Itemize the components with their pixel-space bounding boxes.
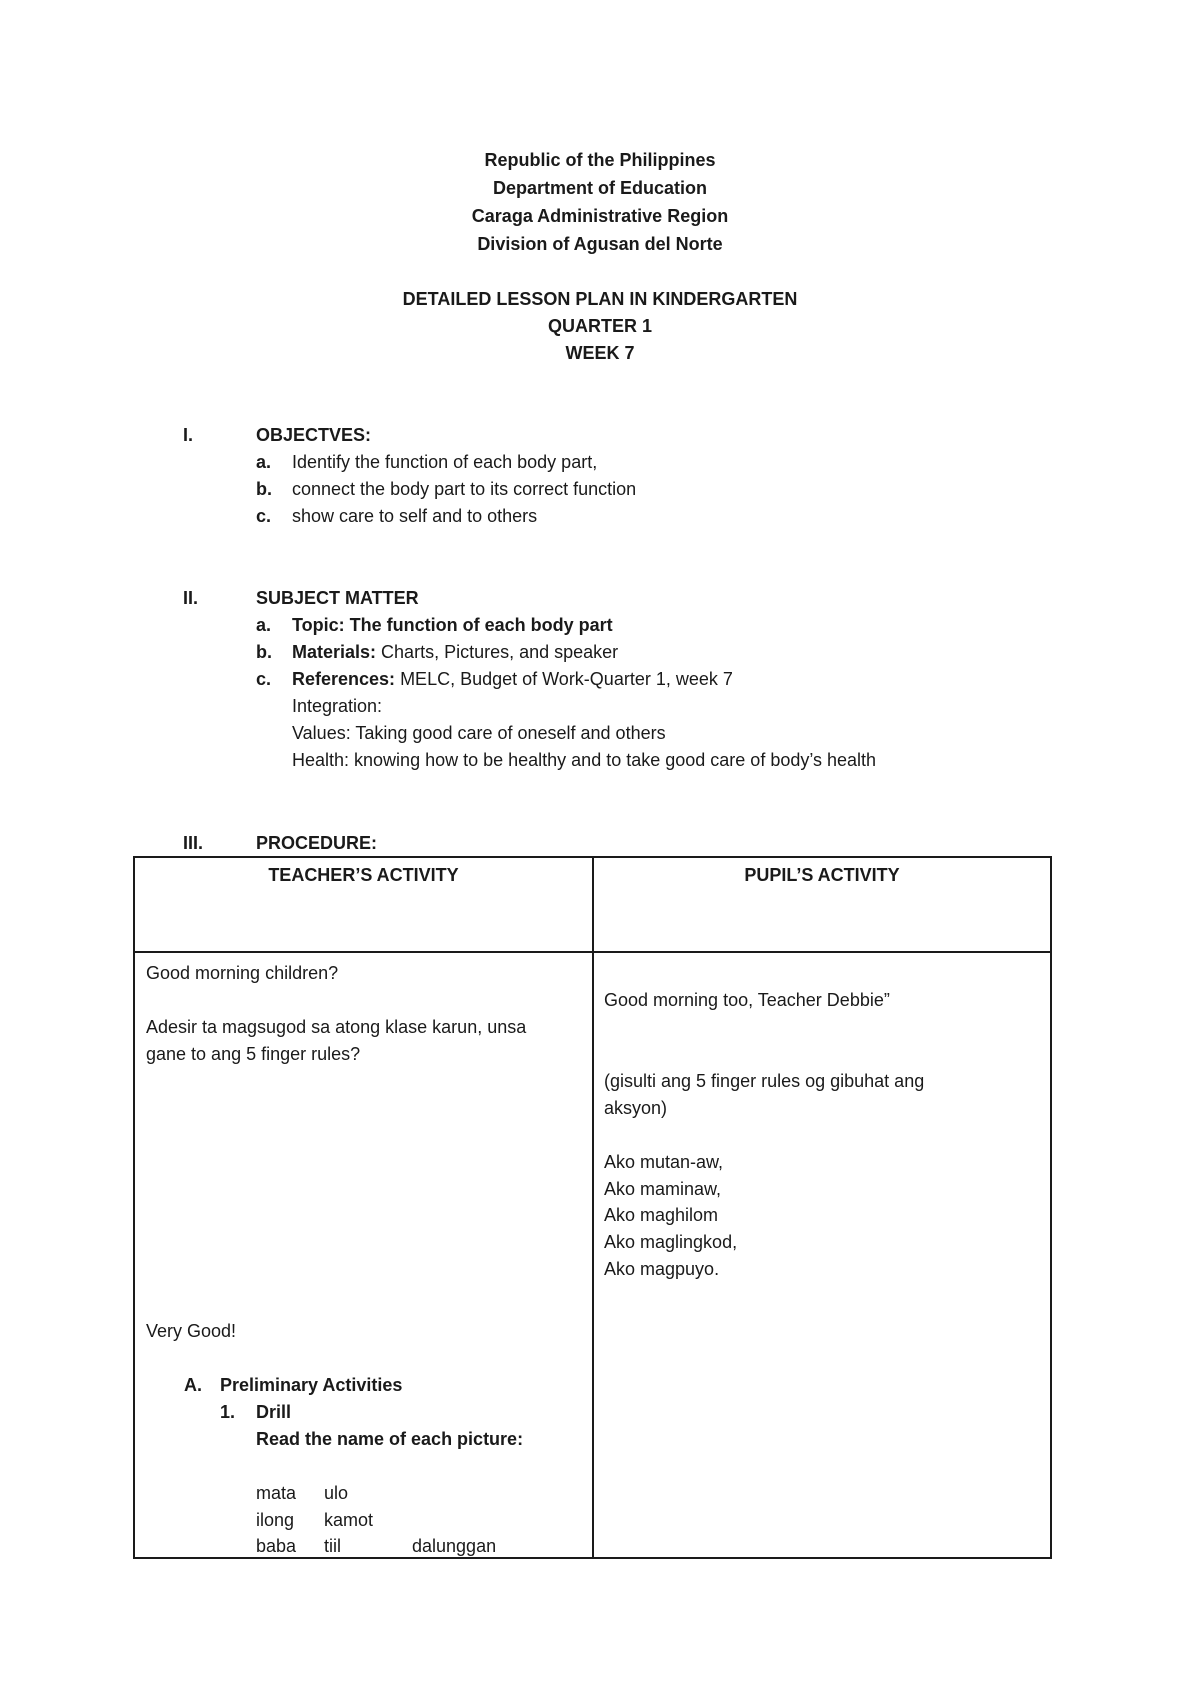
pupil-activity-cell: [593, 952, 1051, 1558]
objective-item: Identify the function of each body part,: [292, 452, 598, 472]
materials-label: Materials:: [292, 642, 377, 662]
pupil-activity-header: PUPIL’S ACTIVITY: [744, 865, 900, 885]
teacher-activity-cell: [134, 952, 593, 1558]
materials-letter: b.: [256, 642, 272, 662]
drill-instruction: Read the name of each picture:: [256, 1429, 524, 1449]
health-line: Health: knowing how to be healthy and to take good care of body’s health: [292, 750, 877, 770]
step-number: 1.: [220, 1402, 236, 1422]
references-value: MELC, Budget of Work-Quarter 1, week 7: [395, 669, 733, 689]
word-ulo: ulo: [324, 1483, 349, 1503]
header-republic: Republic of the Philippines: [484, 150, 716, 170]
materials-value: Charts, Pictures, and speaker: [376, 642, 619, 662]
references-letter: c.: [256, 669, 272, 689]
word-baba: baba: [256, 1536, 297, 1556]
references-label: References:: [292, 669, 396, 689]
pupil-action-line1: (gisulti ang 5 finger rules og gibuhat ang: [604, 1071, 925, 1091]
procedure-heading: PROCEDURE:: [256, 833, 378, 853]
week-label: WEEK 7: [565, 343, 635, 363]
objective-item: connect the body part to its correct function: [292, 479, 637, 499]
header-region: Caraga Administrative Region: [471, 206, 729, 226]
finger-rule: Ako magpuyo.: [604, 1259, 720, 1279]
word-mata: mata: [256, 1483, 297, 1503]
teacher-question-line2: gane to ang 5 finger rules?: [146, 1044, 361, 1064]
materials-line: [292, 641, 618, 663]
word-kamot: kamot: [324, 1510, 374, 1530]
objective-letter: a.: [256, 452, 272, 472]
pupil-header-cell: [593, 857, 1051, 952]
table-header-row: [134, 857, 1051, 952]
teacher-activity-header: TEACHER’S ACTIVITY: [268, 865, 459, 885]
teacher-praise: Very Good!: [146, 1321, 237, 1341]
integration-label: Integration:: [292, 696, 383, 716]
word-dalunggan: dalunggan: [412, 1536, 497, 1556]
objectives-heading: OBJECTVES:: [256, 425, 372, 445]
teacher-header-cell: [134, 857, 593, 952]
teacher-question-line1: Adesir ta magsugod sa atong klase karun, unsa: [146, 1017, 527, 1037]
procedure-numeral: III.: [183, 833, 204, 853]
references-line: [292, 668, 733, 690]
step-title: Drill: [256, 1402, 292, 1422]
word-tiil: tiil: [324, 1536, 341, 1556]
document-title: DETAILED LESSON PLAN IN KINDERGARTEN: [402, 289, 798, 309]
header-department: Department of Education: [492, 178, 707, 198]
objective-letter: b.: [256, 479, 272, 499]
finger-rule: Ako mutan-aw,: [604, 1152, 724, 1172]
finger-rule: Ako maminaw,: [604, 1179, 722, 1199]
objectives-numeral: I.: [183, 425, 194, 445]
finger-rule: Ako maglingkod,: [604, 1232, 738, 1252]
topic-letter: a.: [256, 615, 272, 635]
subject-matter-heading: SUBJECT MATTER: [256, 588, 419, 608]
table-row: [134, 952, 1051, 1558]
subject-matter-numeral: II.: [183, 588, 199, 608]
word-ilong: ilong: [256, 1510, 295, 1530]
values-line: Values: Taking good care of oneself and others: [292, 723, 666, 743]
section-letter: A.: [184, 1375, 202, 1395]
pupil-action-line2: aksyon): [604, 1098, 668, 1118]
quarter-label: QUARTER 1: [547, 316, 652, 336]
objective-letter: c.: [256, 506, 272, 526]
topic-text: Topic: The function of each body part: [292, 615, 613, 635]
objective-item: show care to self and to others: [292, 506, 538, 526]
section-title: Preliminary Activities: [220, 1375, 403, 1395]
header-division: Division of Agusan del Norte: [477, 234, 723, 254]
procedure-table: [133, 856, 1052, 1559]
teacher-greeting: Good morning children?: [146, 963, 339, 983]
finger-rule: Ako maghilom: [604, 1205, 719, 1225]
pupil-greeting: Good morning too, Teacher Debbie”: [604, 990, 890, 1010]
